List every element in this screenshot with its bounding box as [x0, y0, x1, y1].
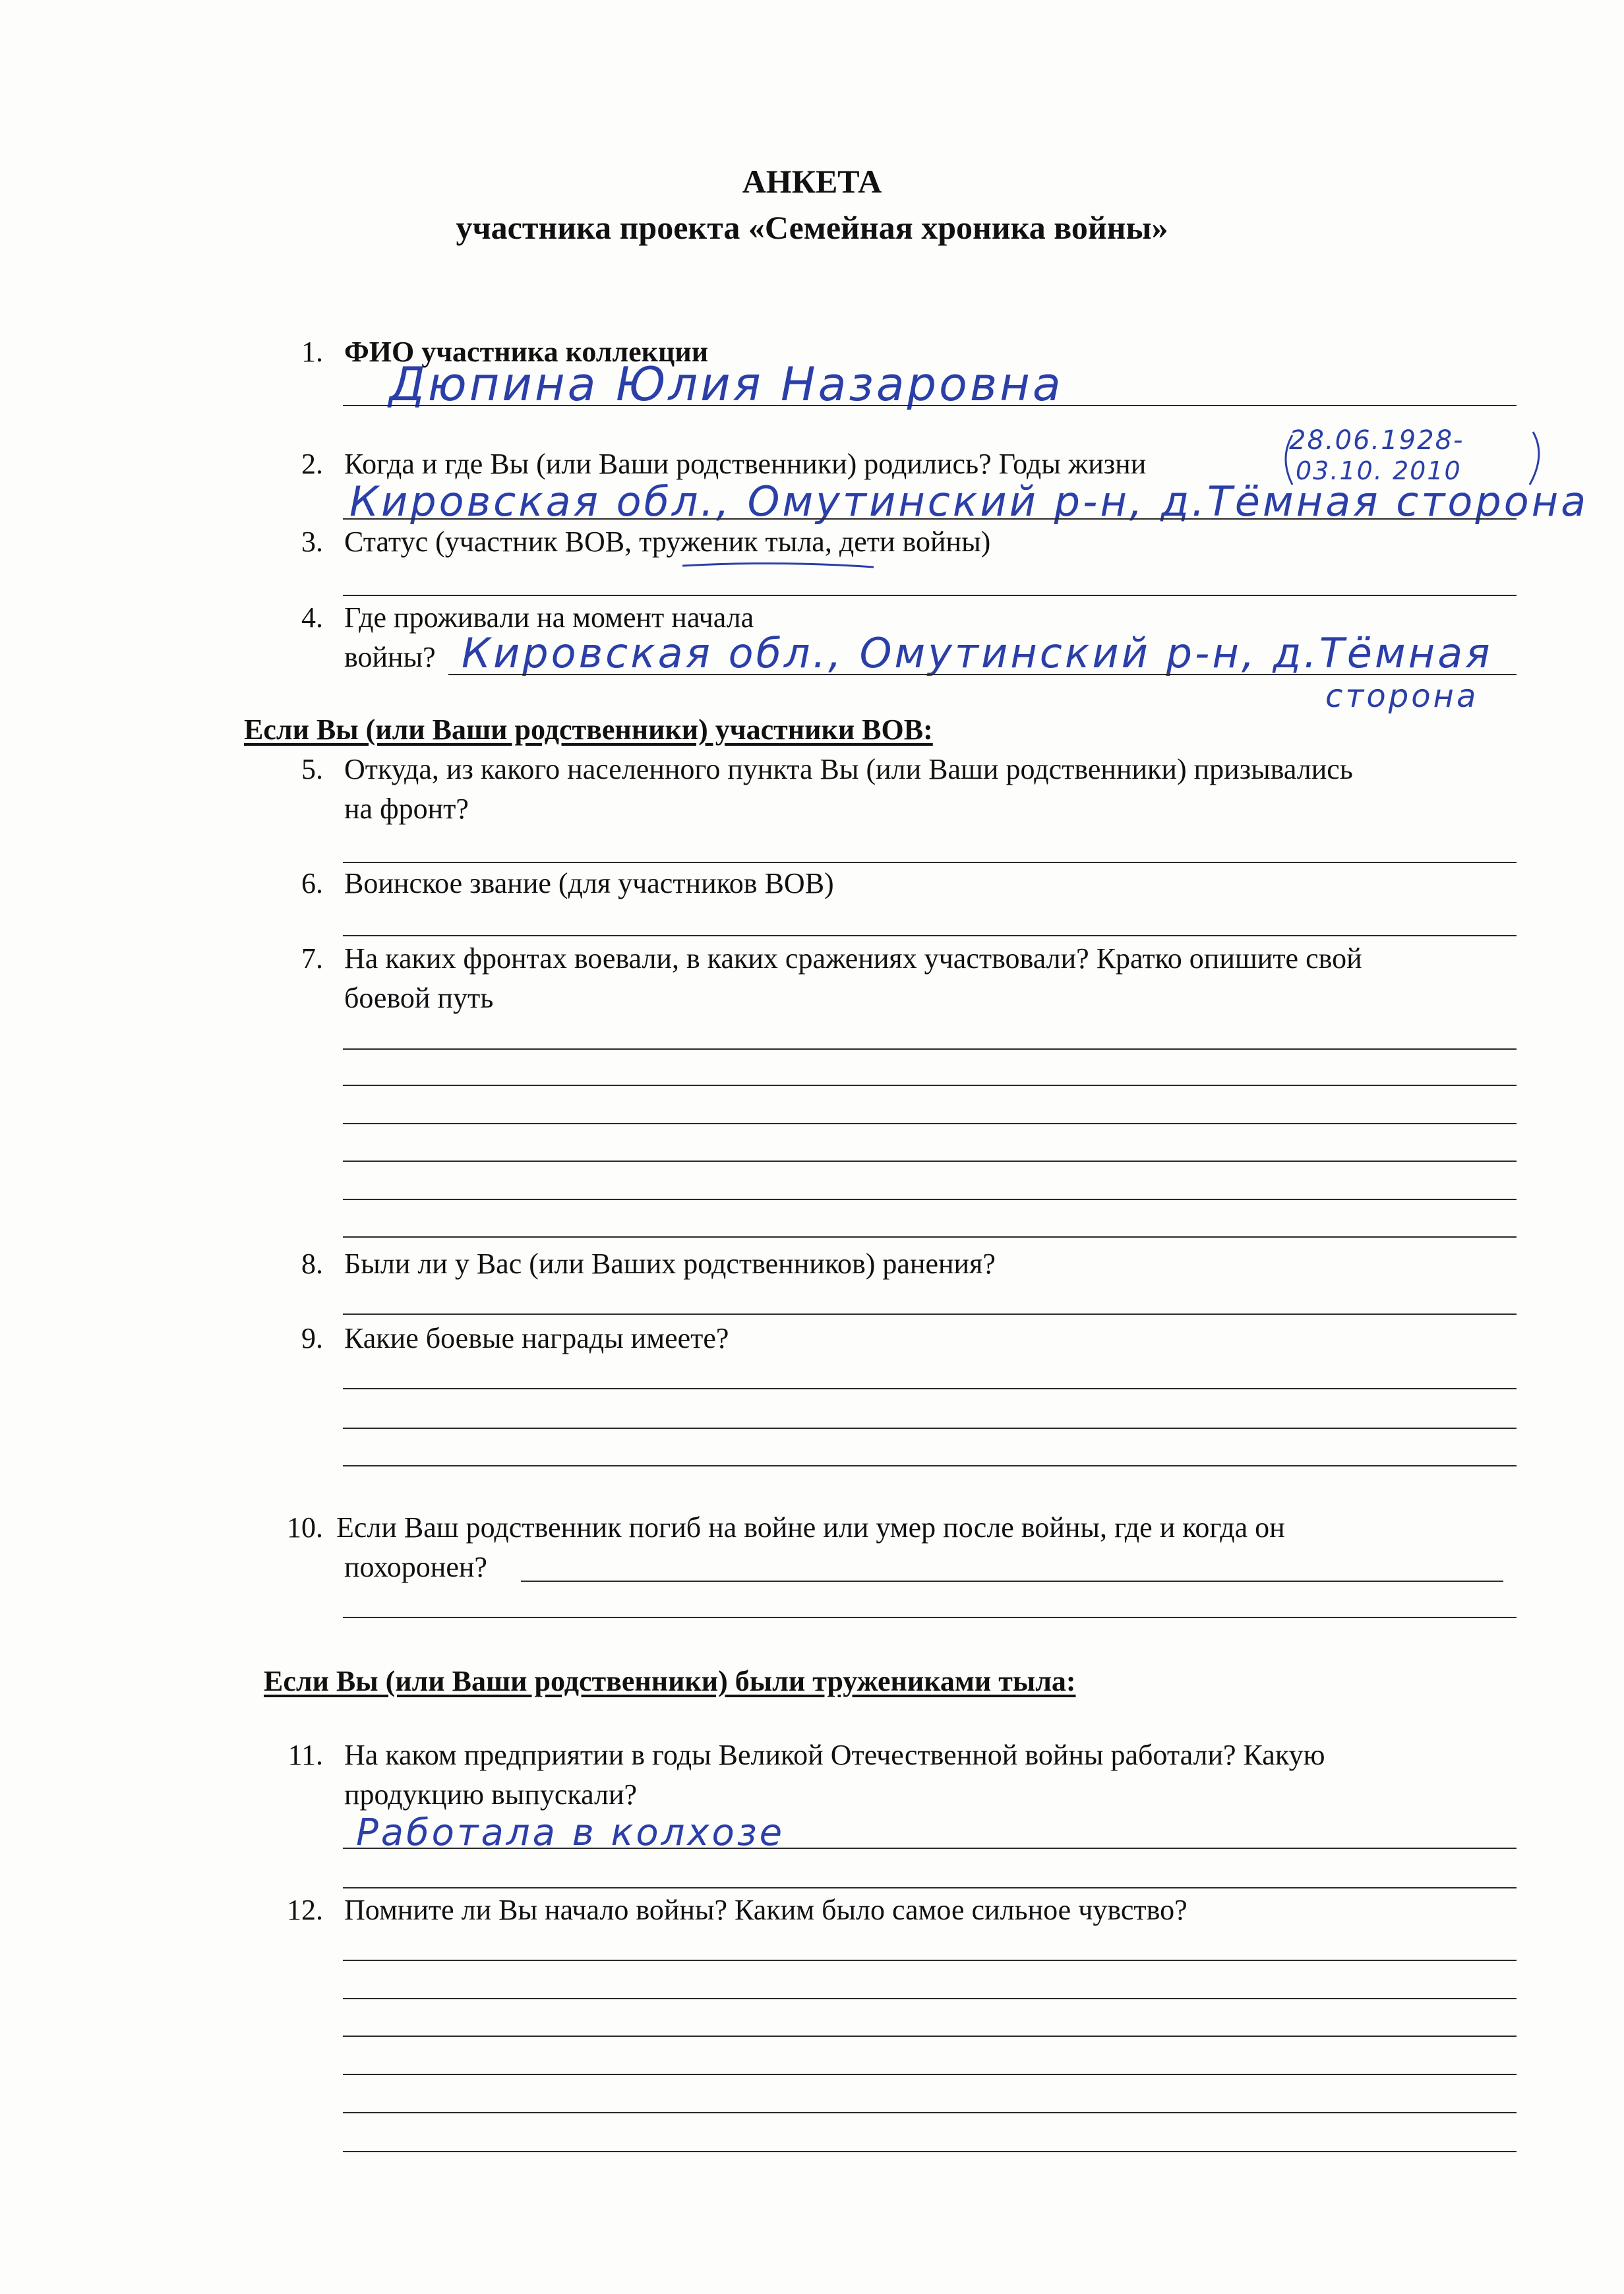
question-11-answer[interactable]: Работала в колхозе [356, 1811, 785, 1854]
question-12-answer-line[interactable] [343, 1960, 1517, 1961]
question-11-label-line1: На каком предприятии в годы Великой Отечественной войны работали? Какую [344, 1739, 1325, 1771]
question-4-answer-line [448, 674, 1517, 675]
question-5-number: 5. [301, 753, 323, 785]
question-7-label-line2: боевой путь [344, 982, 494, 1014]
question-2-label: Когда и где Вы (или Ваши родственники) родились? Годы жизни [344, 448, 1147, 480]
question-4-label-line1: Где проживали на момент начала [344, 601, 754, 634]
question-8-answer-line[interactable] [343, 1313, 1517, 1315]
question-7-answer-line[interactable] [343, 1161, 1517, 1162]
question-12-label: Помните ли Вы начало войны? Каким было самое сильное чувство? [344, 1894, 1188, 1926]
question-9-answer-line[interactable] [343, 1465, 1517, 1466]
question-7-answer-line[interactable] [343, 1199, 1517, 1200]
question-5-label-line1: Откуда, из какого населенного пункта Вы (или Ваши родственники) призывались [344, 753, 1353, 785]
question-3-answer-line[interactable] [343, 595, 1517, 596]
question-4-answer-line2[interactable]: сторона [1325, 678, 1479, 715]
page-title: АНКЕТА [742, 163, 882, 200]
question-9-answer-line[interactable] [343, 1388, 1517, 1389]
question-5-label-line2: на фронт? [344, 793, 469, 825]
question-12-number: 12. [287, 1894, 323, 1926]
question-6-number: 6. [301, 867, 323, 899]
section-home-front-workers: Если Вы (или Ваши родственники) были тружениками тыла: [264, 1665, 1076, 1697]
question-12-answer-line[interactable] [343, 2112, 1517, 2113]
question-6-label: Воинское звание (для участников ВОВ) [344, 867, 834, 899]
question-11-number: 11. [287, 1739, 323, 1771]
question-7-answer-line[interactable] [343, 1085, 1517, 1086]
question-3-number: 3. [301, 526, 323, 558]
question-9-number: 9. [301, 1322, 323, 1354]
question-7-answer-line[interactable] [343, 1236, 1517, 1238]
question-9-answer-line[interactable] [343, 1428, 1517, 1429]
question-2-dates-end[interactable]: 03.10. 2010 [1296, 456, 1462, 485]
page-subtitle: участника проекта «Семейная хроника войны» [456, 209, 1168, 246]
question-2-answer[interactable]: Кировская обл., Омутинский р-н, д.Тёмная сторона [349, 477, 1589, 526]
section-wwii-participants: Если Вы (или Ваши родственники) участники ВОВ: [244, 713, 933, 746]
question-1-number: 1. [301, 336, 323, 368]
question-8-number: 8. [301, 1248, 323, 1280]
question-12-answer-line[interactable] [343, 2036, 1517, 2037]
question-4-label-line2: войны? [344, 641, 436, 673]
question-12-answer-line[interactable] [343, 2074, 1517, 2075]
question-7-number: 7. [301, 942, 323, 975]
question-1-label: ФИО участника коллекции [344, 336, 709, 368]
question-7-answer-line[interactable] [343, 1123, 1517, 1124]
question-4-number: 4. [301, 601, 323, 634]
question-7-label-line1: На каких фронтах воевали, в каких сражениях участвовали? Кратко опишите свой [344, 942, 1362, 975]
question-5-answer-line[interactable] [343, 862, 1517, 863]
question-12-answer-line[interactable] [343, 1998, 1517, 1999]
question-2-dates-start[interactable]: 28.06.1928- [1289, 425, 1464, 456]
question-2-number: 2. [301, 448, 323, 480]
question-11-answer-line [343, 1848, 1517, 1849]
question-4-answer-line1[interactable]: Кировская обл., Омутинский р-н, д.Тёмная [462, 629, 1493, 677]
question-2-answer-line [343, 518, 1517, 520]
question-12-answer-line[interactable] [343, 2151, 1517, 2152]
question-8-label: Были ли у Вас (или Ваших родственников) ранения? [344, 1248, 996, 1280]
question-10-number: 10. [287, 1511, 323, 1544]
question-1-answer[interactable]: Дюпина Юлия Назаровна [389, 357, 1064, 411]
question-10-label-line2: похоронен? [344, 1551, 487, 1583]
question-11-answer-line[interactable] [343, 1887, 1517, 1888]
question-10-answer-line[interactable] [521, 1581, 1503, 1582]
question-10-label-line1: Если Ваш родственник погиб на войне или умер после войны, где и когда он [336, 1511, 1285, 1544]
question-3-selected-mark [679, 558, 877, 574]
question-7-answer-line[interactable] [343, 1048, 1517, 1050]
question-11-label-line2: продукцию выпускали? [344, 1778, 638, 1811]
question-9-label: Какие боевые награды имеете? [344, 1322, 729, 1354]
question-1-answer-line [343, 405, 1517, 406]
question-10-answer-line[interactable] [343, 1617, 1517, 1618]
question-3-label: Статус (участник ВОВ, труженик тыла, дети войны) [344, 526, 991, 558]
question-6-answer-line[interactable] [343, 935, 1517, 936]
